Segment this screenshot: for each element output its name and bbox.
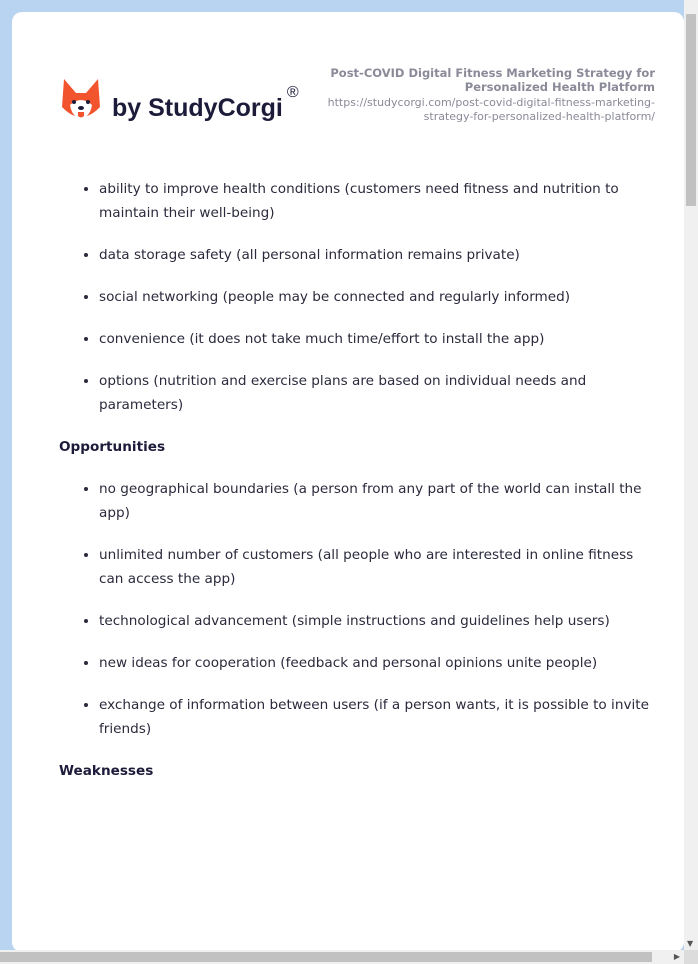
studycorgi-logo[interactable] — [60, 76, 299, 123]
scroll-down-arrow-icon[interactable]: ▼ — [687, 939, 694, 948]
strengths-list — [59, 177, 659, 417]
list-item: • no geographical boundaries (a person from any part of the world can install the app) — [99, 477, 659, 525]
weaknesses-heading: Weaknesses — [59, 763, 154, 779]
list-item: • technological advancement (simple instructions and guidelines help users) — [99, 609, 659, 633]
opportunities-heading: Opportunities — [59, 439, 166, 455]
list-item: • ability to improve health conditions (customers need fitness and nutrition to maintain their well-being) — [99, 177, 659, 225]
list-item: • convenience (it does not take much time/effort to install the app) — [99, 327, 659, 351]
vertical-scrollbar[interactable] — [684, 0, 698, 950]
list-item: • options (nutrition and exercise plans are based on individual needs and parameters) — [99, 369, 659, 417]
document-title: Post-COVID Digital Fitness Marketing Strategy for Personalized Health Platform — [330, 66, 655, 94]
document-content — [59, 177, 659, 801]
opportunities-list — [59, 477, 659, 741]
vertical-scroll-thumb[interactable] — [686, 14, 696, 206]
horizontal-scroll-thumb[interactable] — [0, 952, 652, 962]
document-url[interactable]: https://studycorgi.com/post-covid-digital-fitness-marketing-strategy-for-personalized-health-platform/ — [327, 96, 655, 123]
scroll-right-arrow-icon[interactable]: ▶ — [673, 952, 680, 961]
corgi-icon — [60, 77, 102, 123]
list-item: • new ideas for cooperation (feedback and personal opinions unite people) — [99, 651, 659, 675]
document-page — [12, 12, 684, 952]
scrollbar-corner — [684, 950, 698, 964]
horizontal-scrollbar[interactable] — [0, 950, 684, 964]
list-item: • unlimited number of customers (all people who are interested in online fitness can access the app) — [99, 543, 659, 591]
list-item: • exchange of information between users (if a person wants, it is possible to invite friends) — [99, 693, 659, 741]
document-meta — [295, 66, 655, 124]
list-item: • data storage safety (all personal information remains private) — [99, 243, 659, 267]
list-item: • social networking (people may be connected and regularly informed) — [99, 285, 659, 309]
brand-name: by StudyCorgi® — [112, 84, 299, 122]
